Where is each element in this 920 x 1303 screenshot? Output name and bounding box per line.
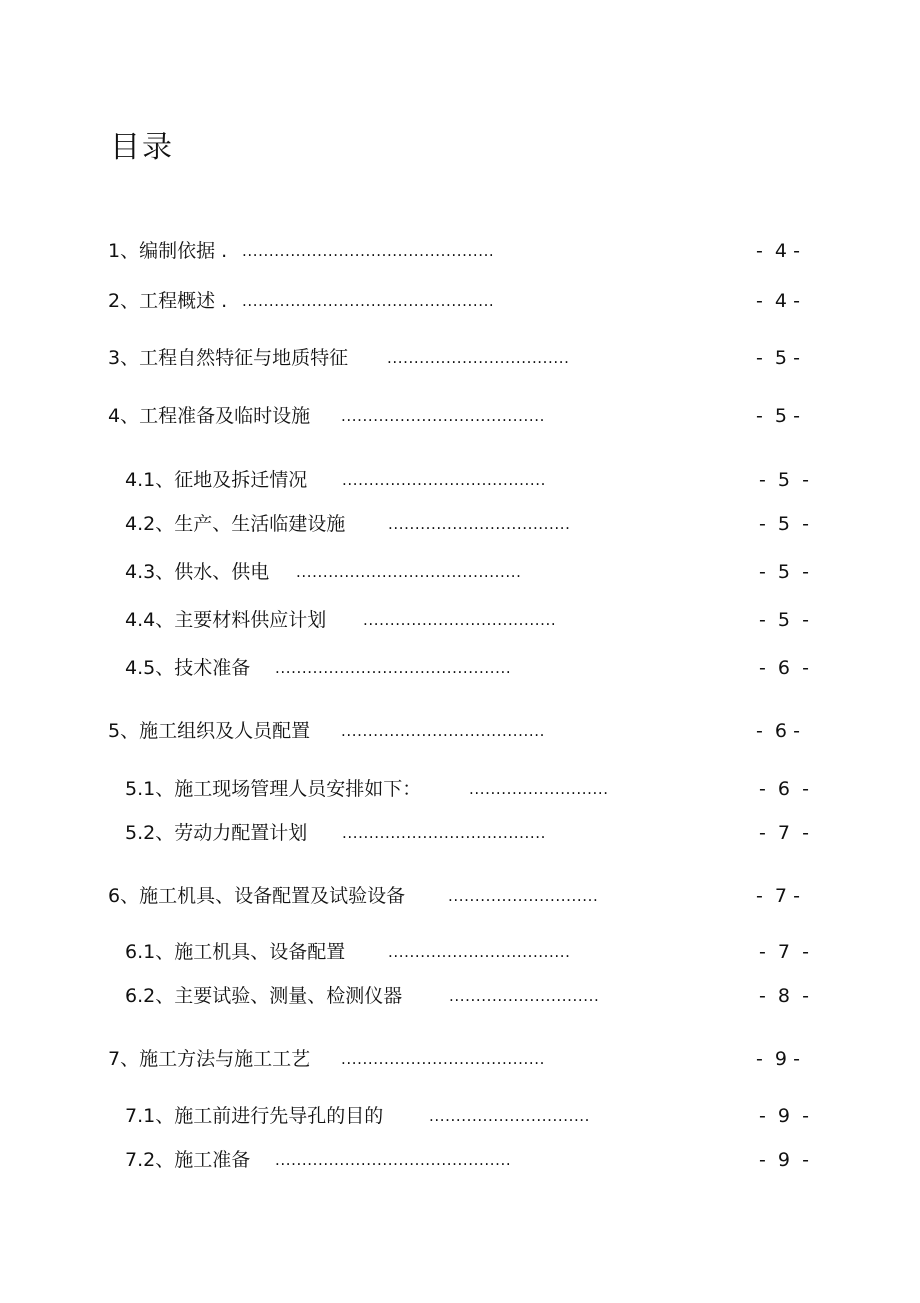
toc-leader-dots: ..........................: [469, 780, 609, 798]
toc-leader-dots: ......................................: [342, 824, 546, 842]
toc-entry-2[interactable]: [108, 287, 800, 315]
toc-entry-5-2[interactable]: [125, 819, 809, 847]
toc-page-number: - 6 -: [759, 778, 809, 800]
toc-entry-text: 6.2、主要试验、测量、检测仪器: [125, 985, 403, 1007]
toc-leader-dots: ...............................................: [242, 292, 495, 310]
toc-entry-text: 5、施工组织及人员配置: [108, 720, 311, 742]
toc-page-number: - 7 -: [759, 941, 809, 963]
toc-entry-text: 4、工程准备及临时设施: [108, 405, 311, 427]
page-title: 目录: [110, 130, 174, 165]
toc-leader-dots: ..................................: [387, 349, 570, 367]
toc-leader-dots: ............................................: [275, 659, 512, 677]
toc-page-number: - 4 -: [756, 290, 800, 312]
toc-entry-text: 7.1、施工前进行先导孔的目的: [125, 1105, 384, 1127]
toc-entry-text: 5.2、劳动力配置计划: [125, 822, 308, 844]
toc-leader-dots: ....................................: [363, 611, 557, 629]
toc-entry-6-2[interactable]: [125, 982, 809, 1010]
toc-leader-dots: ......................................: [341, 722, 545, 740]
toc-entry-4-2[interactable]: [125, 510, 809, 538]
toc-entry-text: 3、工程自然特征与地质特征: [108, 347, 349, 369]
toc-entry-7[interactable]: [108, 1045, 800, 1073]
toc-leader-dots: ............................: [448, 887, 599, 905]
toc-page-number: - 9 -: [759, 1105, 809, 1127]
toc-page-number: - 5 -: [759, 469, 809, 491]
toc-leader-dots: ..........................................: [296, 563, 522, 581]
toc-entry-4-5[interactable]: [125, 654, 809, 682]
toc-entry-text: 7.2、施工准备: [125, 1149, 251, 1171]
toc-entry-text: 6.1、施工机具、设备配置: [125, 941, 346, 963]
toc-entry-text: 4.5、技术准备: [125, 657, 251, 679]
toc-page-number: - 5 -: [756, 405, 800, 427]
toc-leader-dots: ..............................: [429, 1107, 591, 1125]
toc-page-number: - 9 -: [759, 1149, 809, 1171]
toc-entry-text: 5.1、施工现场管理人员安排如下：: [125, 778, 422, 800]
toc-leader-dots: ......................................: [341, 1050, 545, 1068]
toc-page-number: - 5 -: [756, 347, 800, 369]
toc-leader-dots: ............................................: [275, 1151, 512, 1169]
toc-entry-text: 7、施工方法与施工工艺: [108, 1048, 311, 1070]
toc-entry-text: 4.4、主要材料供应计划: [125, 609, 327, 631]
toc-page-number: - 8 -: [759, 985, 809, 1007]
toc-page-number: - 4 -: [756, 240, 800, 262]
toc-entry-text: 2、工程概述 .: [108, 290, 228, 312]
toc-entry-text: 6、施工机具、设备配置及试验设备: [108, 885, 406, 907]
toc-entry-6-1[interactable]: [125, 938, 809, 966]
toc-entry-7-1[interactable]: [125, 1102, 809, 1130]
toc-entry-text: 4.1、征地及拆迁情况: [125, 469, 308, 491]
toc-entry-4[interactable]: [108, 402, 800, 430]
toc-leader-dots: ..................................: [388, 515, 571, 533]
toc-entry-text: 1、编制依据 .: [108, 240, 228, 262]
toc-page-number: - 6 -: [756, 720, 800, 742]
toc-page-number: - 5 -: [759, 609, 809, 631]
toc-entry-6[interactable]: [108, 882, 800, 910]
toc-entry-5-1[interactable]: [125, 775, 809, 803]
toc-leader-dots: ......................................: [342, 471, 546, 489]
toc-entry-text: 4.3、供水、供电: [125, 561, 270, 583]
toc-leader-dots: ..................................: [388, 943, 571, 961]
toc-page-number: - 5 -: [759, 561, 809, 583]
toc-entry-text: 4.2、生产、生活临建设施: [125, 513, 346, 535]
toc-entry-5[interactable]: [108, 717, 800, 745]
toc-entry-4-3[interactable]: [125, 558, 809, 586]
toc-leader-dots: ............................: [449, 987, 600, 1005]
toc-leader-dots: ...............................................: [242, 242, 495, 260]
toc-entry-4-1[interactable]: [125, 466, 809, 494]
toc-entry-3[interactable]: [108, 344, 800, 372]
toc-page-number: - 7 -: [759, 822, 809, 844]
toc-page-number: - 5 -: [759, 513, 809, 535]
toc-leader-dots: ......................................: [341, 407, 545, 425]
toc-page-number: - 9 -: [756, 1048, 800, 1070]
toc-page-number: - 6 -: [759, 657, 809, 679]
toc-entry-4-4[interactable]: [125, 606, 809, 634]
toc-entry-7-2[interactable]: [125, 1146, 809, 1174]
toc-entry-1[interactable]: [108, 237, 800, 265]
toc-page-number: - 7 -: [756, 885, 800, 907]
